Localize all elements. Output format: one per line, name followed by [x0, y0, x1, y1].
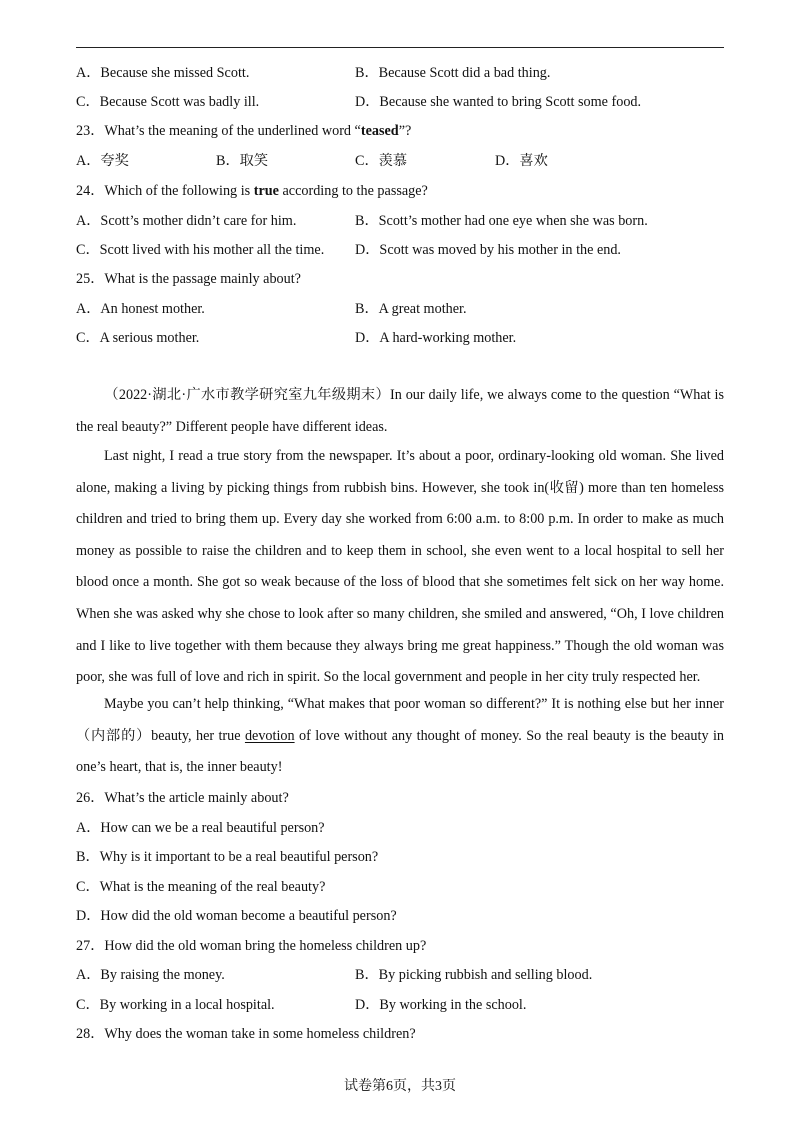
q26-option-d[interactable]: D．How did the old woman become a beautiful person?: [76, 908, 397, 924]
q23-option-d[interactable]: D．喜欢: [495, 153, 548, 169]
q25-stem: 25．What is the passage mainly about?: [76, 271, 301, 287]
q26-option-a[interactable]: A．How can we be a real beautiful person?: [76, 820, 325, 836]
q24-option-d[interactable]: D．Scott was moved by his mother in the end.: [355, 242, 621, 258]
passage-source: （2022·湖北·广水市教学研究室九年级期末）: [104, 387, 390, 403]
q25-option-c[interactable]: C．A serious mother.: [76, 330, 200, 346]
q24-option-b[interactable]: B．Scott’s mother had one eye when she was born.: [355, 213, 648, 229]
q24-stem-keyword: true: [253, 183, 279, 199]
q24-stem-text: 24．Which of the following is: [76, 183, 254, 199]
q24-stem-end: according to the passage?: [278, 183, 428, 199]
passage-paragraph-2: [76, 441, 724, 694]
q23-stem-keyword: teased: [360, 123, 399, 139]
q24-stem: [76, 182, 428, 200]
q26-stem: 26．What’s the article mainly about?: [76, 790, 289, 806]
q23-option-c[interactable]: C．羡慕: [355, 153, 408, 169]
q27-stem: 27．How did the old woman bring the homeless children up?: [76, 938, 427, 954]
q23-stem-text: 23．What’s the meaning of the underlined word “: [76, 123, 361, 139]
q25-option-b[interactable]: B．A great mother.: [355, 301, 467, 317]
underlined-word-devotion: devotion: [244, 727, 295, 744]
q27-option-b[interactable]: B．By picking rubbish and selling blood.: [355, 967, 593, 983]
q23-option-a[interactable]: A．夸奖: [76, 153, 129, 169]
page-footer: 试卷第6页，共3页: [344, 1079, 456, 1094]
passage-p3-text: Maybe you can’t help thinking, “What makes that poor woman so different?” It is nothing else but her inner（内部的）beauty, her true: [76, 696, 724, 744]
q28-stem: 28．Why does the woman take in some homeless children?: [76, 1026, 416, 1042]
q26-option-c[interactable]: C．What is the meaning of the real beauty?: [76, 879, 326, 895]
q22-option-c[interactable]: C．Because Scott was badly ill.: [76, 94, 260, 110]
q27-option-c[interactable]: C．By working in a local hospital.: [76, 997, 275, 1013]
q23-stem-end: ”?: [398, 123, 412, 139]
q25-option-d[interactable]: D．A hard-working mother.: [355, 330, 517, 346]
passage-p1-text: In our daily life, we always come to the question “What is the real beauty?” Different people have different ideas.: [76, 387, 724, 435]
passage-p3-end: of love without any thought of money. So the real beauty is the beauty in one’s heart, that is, the inner beauty!: [76, 727, 724, 776]
q23-option-b[interactable]: B．取笑: [216, 153, 269, 169]
q23-stem: [76, 122, 411, 140]
q27-option-a[interactable]: A．By raising the money.: [76, 967, 225, 983]
q26-option-b[interactable]: B．Why is it important to be a real beautiful person?: [76, 849, 379, 865]
q24-option-c[interactable]: C．Scott lived with his mother all the time.: [76, 242, 325, 258]
q24-option-a[interactable]: A．Scott’s mother didn’t care for him.: [76, 213, 297, 229]
q22-option-b[interactable]: B．Because Scott did a bad thing.: [355, 65, 551, 81]
passage-paragraph-3: [76, 689, 724, 784]
passage-paragraph-1: [76, 380, 724, 443]
q27-option-d[interactable]: D．By working in the school.: [355, 997, 527, 1013]
q22-option-d[interactable]: D．Because she wanted to bring Scott some food.: [355, 94, 642, 110]
q22-option-a[interactable]: A．Because she missed Scott.: [76, 65, 250, 81]
passage-p2-text: Last night, I read a true story from the newspaper. It’s about a poor, ordinary-looking old woman. She lived alone, making a living by picking things from rubbish bins. However, she took in(收留) more than ten homeless children and tried to bring them up. Every day she worked from 6:00 a.m. to 8:00 p.m. In order to make as much money as possible to raise the children and to keep them in school, she even went to a local hospital to sell her blood once a month. She got so weak because of the loss of blood that she sometimes felt sick on her way home. When she was asked why she chose to look after so many children, she smiled and answered, “Oh, I love children and I like to live together with them because they always bring me great happiness.” Though the old woman was poor, she was full of love and rich in spirit. So the local government and people in her city truly respected her.: [76, 448, 724, 686]
q25-option-a[interactable]: A．An honest mother.: [76, 301, 205, 317]
header-rule: [76, 47, 724, 48]
